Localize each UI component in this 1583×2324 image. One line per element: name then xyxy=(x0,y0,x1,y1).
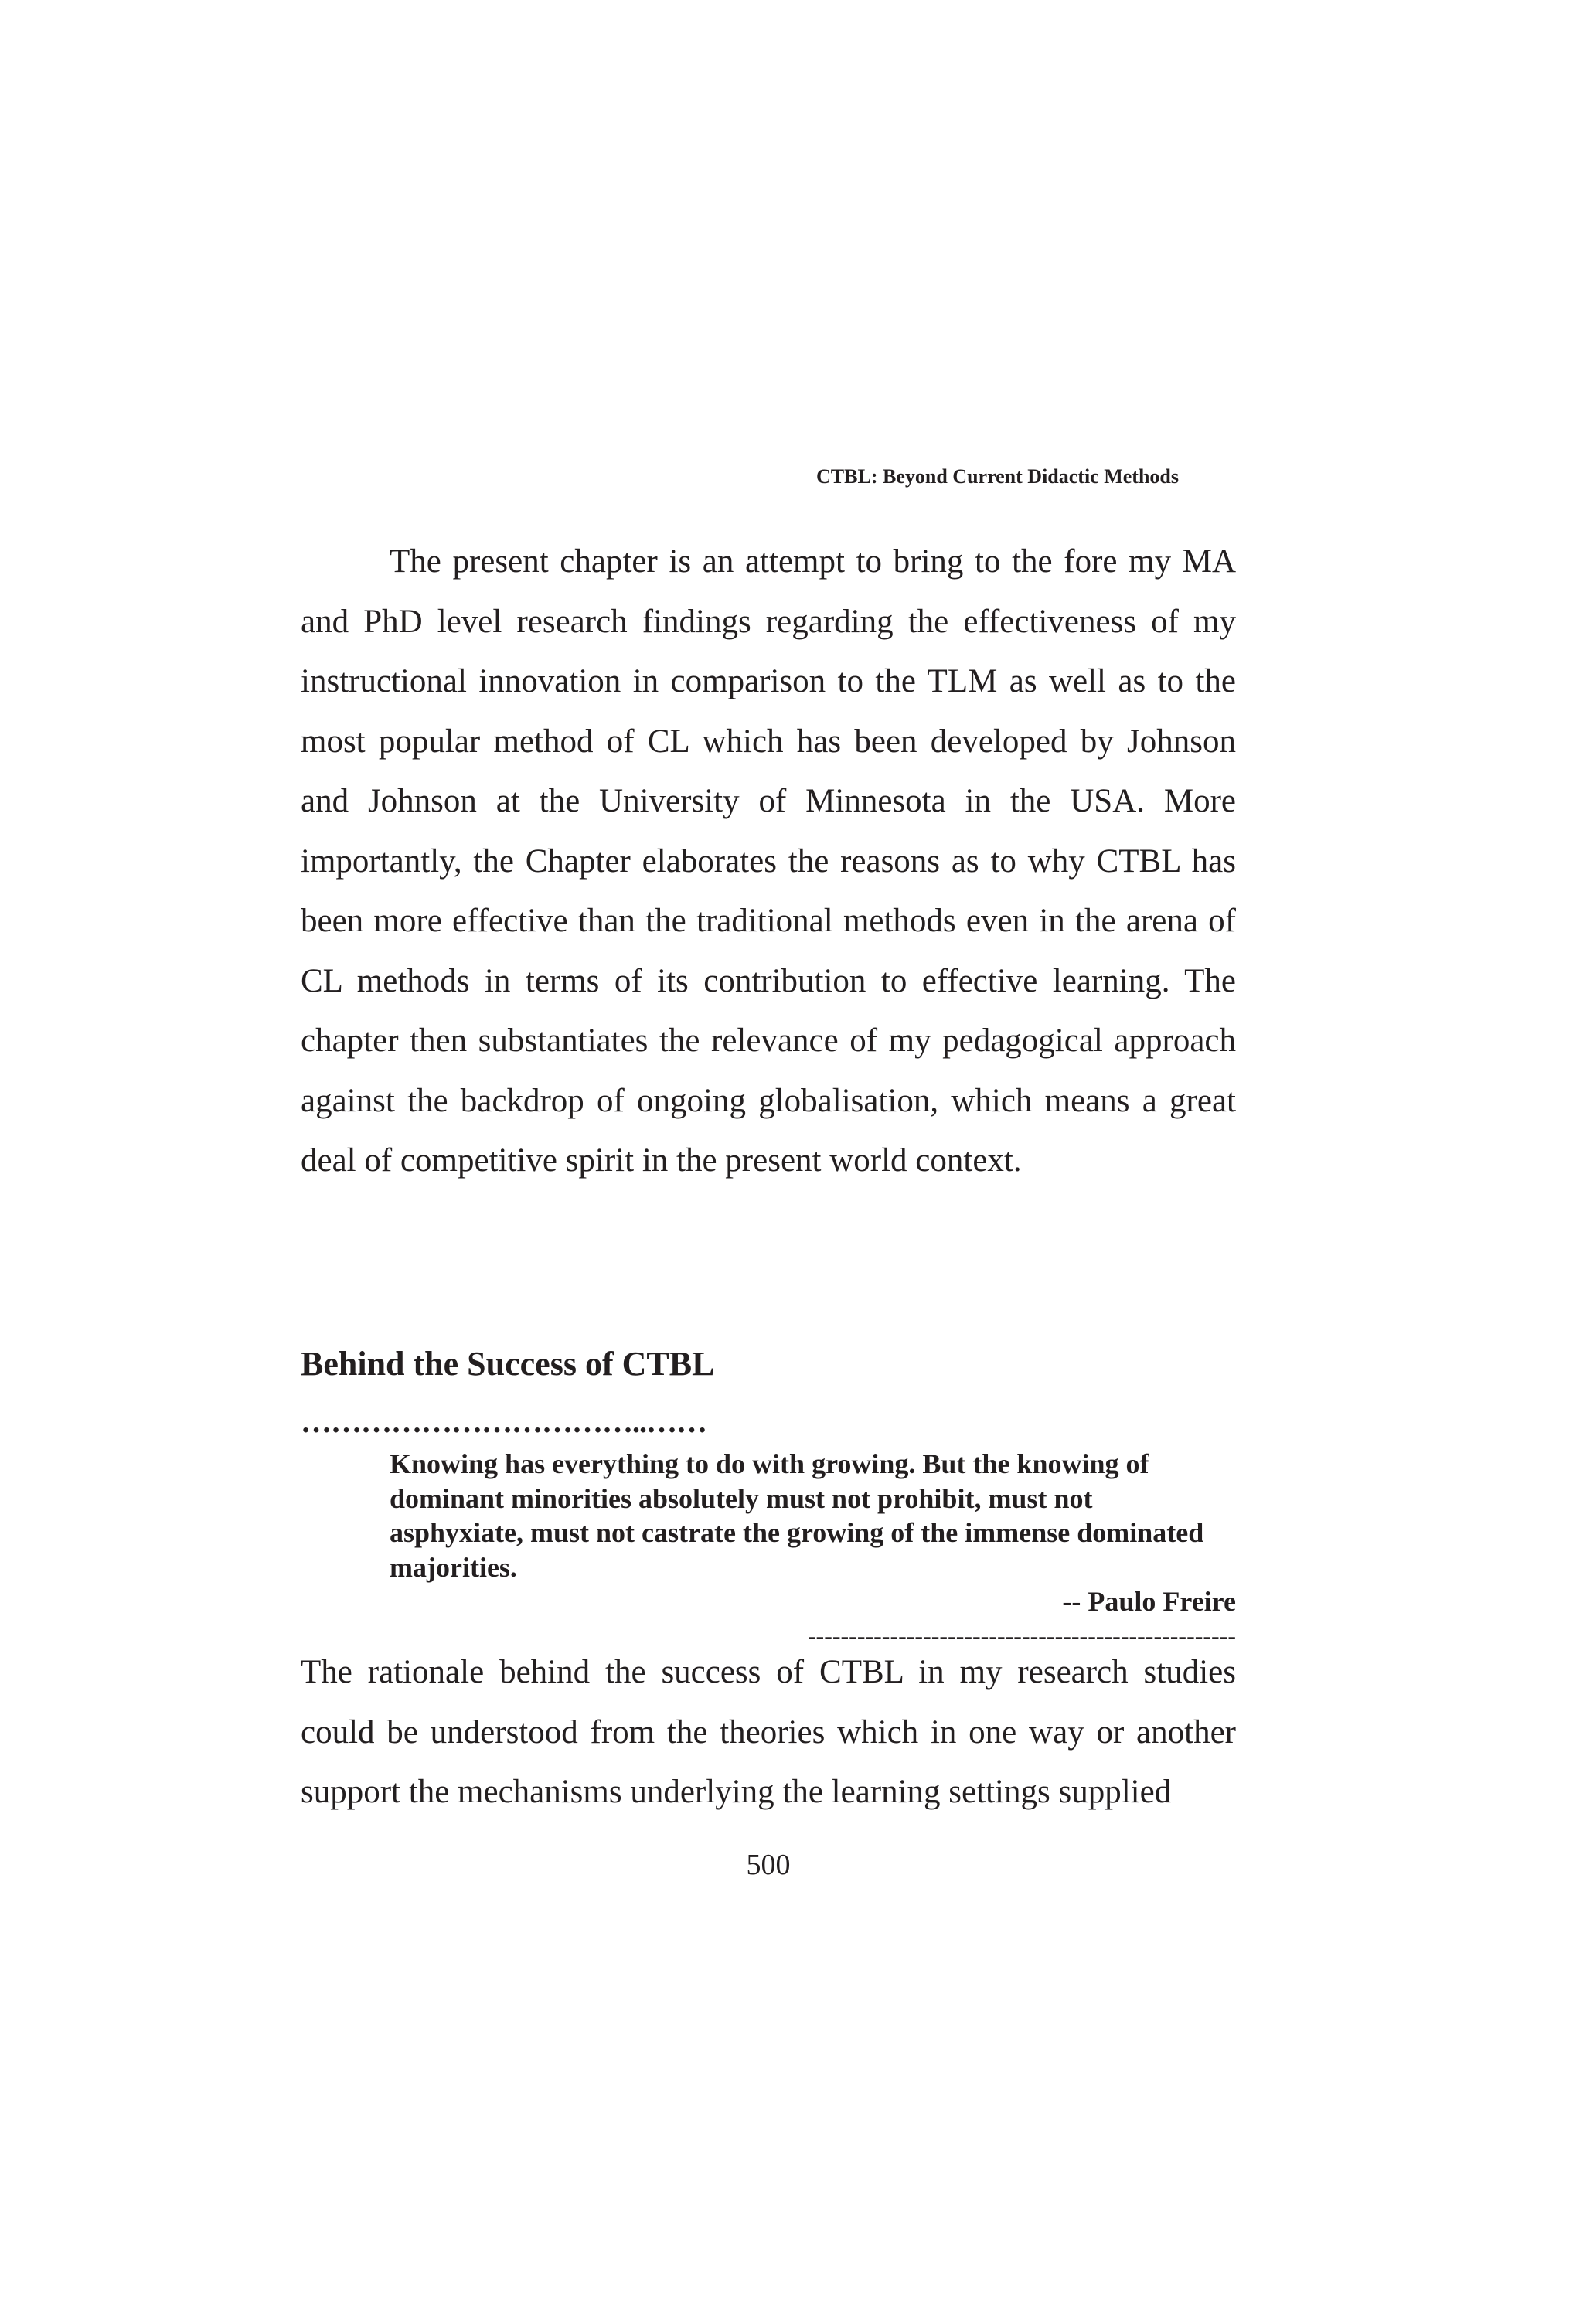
intro-section xyxy=(301,532,1236,1191)
dashed-rule: ---------------------------------------------------- xyxy=(807,1621,1236,1649)
epigraph-quote: Knowing has everything to do with growing. But the knowing of dominant minorities absolutely must not prohibit, must not asphyxiate, must not castrate the growing of the immense dominated majorities. xyxy=(390,1448,1204,1583)
body-paragraph: The rationale behind the success of CTBL in my research studies could be understood from the theories which in one way or another support the mechanisms underlying the learning settings supplied xyxy=(301,1654,1236,1810)
running-header: CTBL: Beyond Current Didactic Methods xyxy=(816,465,1179,488)
body-section xyxy=(301,1642,1236,1822)
dotted-rule: ……………………………..…… xyxy=(301,1404,706,1439)
page-number: 500 xyxy=(746,1849,791,1881)
intro-paragraph: The present chapter is an attempt to bring to the fore my MA and PhD level research findings regarding the effectiveness of my instructional innovation in comparison to the TLM as well as to the most popular method of CL which has been developed by Johnson and Johnson at the University of Minnesota in the USA. More importantly, the Chapter elaborates the reasons as to why CTBL has been more effective than the traditional methods even in the arena of CL methods in terms of its contribution to effective learning. The chapter then substantiates the relevance of my pedagogical approach against the backdrop of ongoing globalisation, which means a great deal of competitive spirit in the present world context. xyxy=(301,543,1236,1179)
section-heading: Behind the Success of CTBL xyxy=(301,1345,715,1383)
epigraph-attribution: -- Paulo Freire xyxy=(1062,1586,1236,1617)
